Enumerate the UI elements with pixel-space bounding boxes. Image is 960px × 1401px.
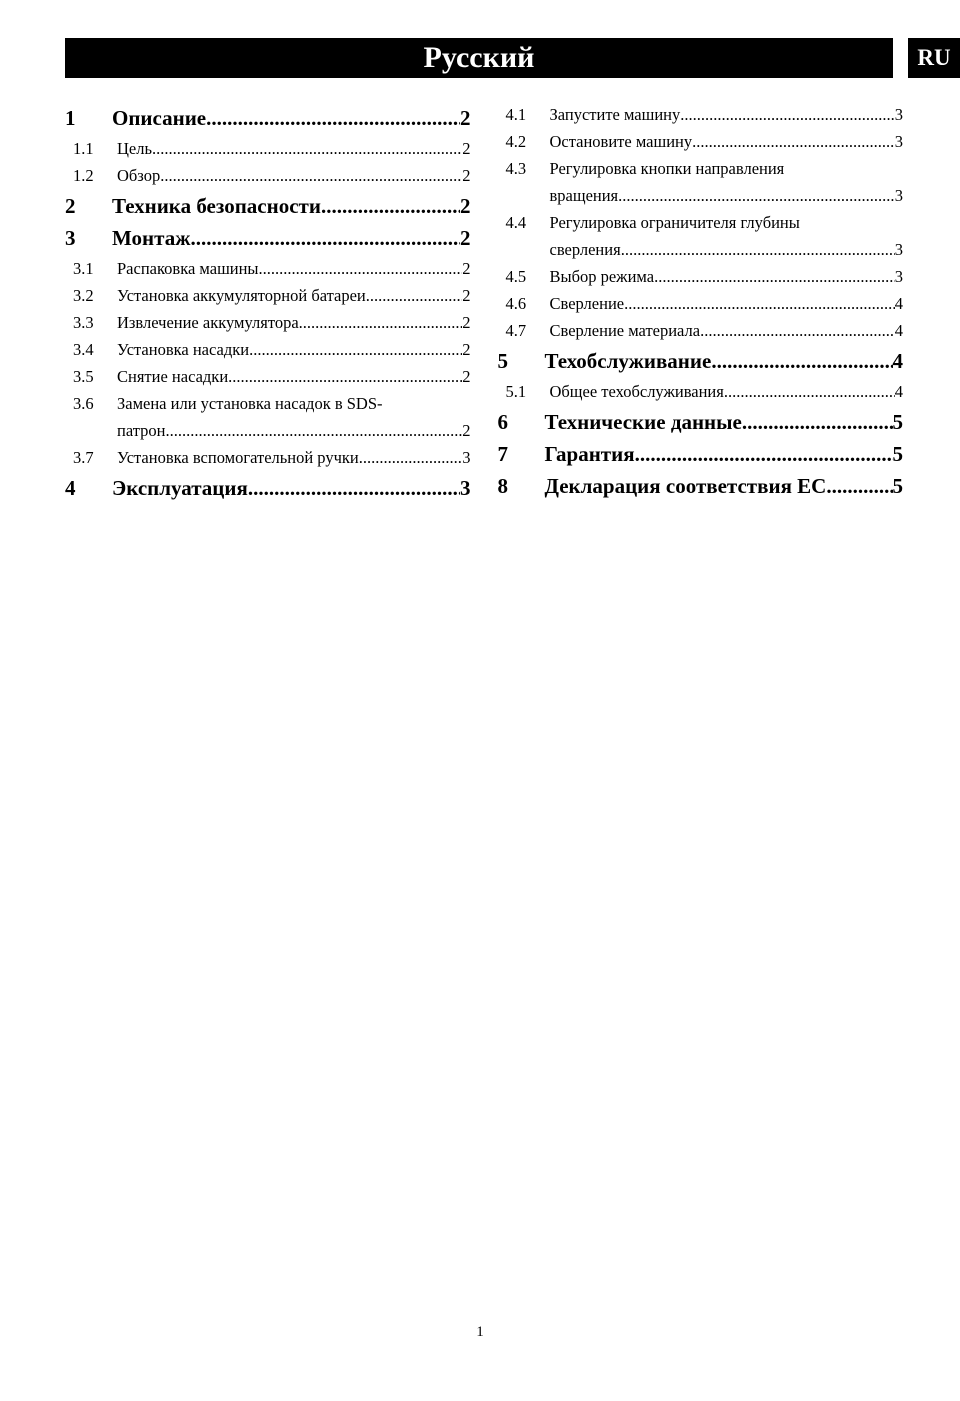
toc-entry-title: Распаковка машины	[117, 259, 259, 278]
toc-entry-title: Гарантия	[544, 442, 635, 466]
toc-right-column	[498, 101, 904, 505]
toc-dot-leader	[359, 444, 463, 471]
toc-dot-leader	[635, 439, 893, 469]
toc-dot-leader	[692, 128, 895, 155]
toc-entry-title: Монтаж	[112, 226, 191, 250]
toc-dot-leader	[724, 378, 895, 405]
toc-dot-leader	[299, 309, 463, 336]
toc-entry-row	[65, 473, 471, 503]
toc-entry-page: 4	[894, 382, 903, 401]
toc-entry-title: Выбор режима	[549, 267, 655, 286]
toc-entry-number: 5	[497, 349, 508, 373]
toc-entry-number: 7	[497, 442, 508, 466]
toc-entry-title: Цель	[117, 139, 152, 158]
toc-entry-title: Замена или установка насадок в SDS-	[117, 394, 383, 413]
toc-entry-row	[498, 236, 904, 263]
toc-entry-row	[65, 282, 471, 309]
toc-entry-row	[65, 162, 471, 189]
toc-entry-row	[498, 155, 904, 182]
toc-dot-leader	[700, 317, 895, 344]
toc-entry-page: 2	[462, 340, 471, 359]
toc-entry-page: 3	[894, 267, 903, 286]
toc-entry-title: сверления	[549, 240, 621, 259]
toc-entry-page: 2	[462, 367, 471, 386]
toc-entry-page: 3	[894, 240, 903, 259]
toc-entry-row	[65, 363, 471, 390]
toc-entry-title: Установка вспомогательной ручки	[117, 448, 359, 467]
toc-entry-title: Описание	[112, 106, 207, 130]
page-footer	[0, 1324, 960, 1341]
toc-entry-page: 5	[892, 442, 903, 466]
language-badge	[908, 38, 960, 78]
toc-entry-page: 3	[894, 105, 903, 124]
toc-dot-leader	[321, 191, 460, 221]
toc-entry-row	[498, 290, 904, 317]
toc-entry-number: 8	[497, 474, 508, 498]
toc-entry-row	[65, 223, 471, 253]
toc-entry-row	[498, 317, 904, 344]
toc-entry-number: 3.5	[73, 367, 94, 386]
toc-entry-page: 3	[894, 132, 903, 151]
toc-entry-title: Запустите машину	[549, 105, 681, 124]
toc-entry-title: Остановите машину	[549, 132, 693, 151]
toc-entry-row	[498, 263, 904, 290]
table-of-contents	[65, 101, 903, 505]
toc-entry-title: Установка аккумуляторной батареи	[117, 286, 366, 305]
toc-entry-title: Декларация соответствия ЕС	[544, 474, 827, 498]
page-number: 1	[476, 1324, 484, 1340]
toc-entry-number: 4.4	[505, 213, 527, 232]
toc-entry-row	[65, 255, 471, 282]
toc-entry-row	[498, 182, 904, 209]
toc-entry-title: Установка насадки	[117, 340, 250, 359]
toc-entry-page: 2	[462, 286, 471, 305]
toc-entry-title: Обзор	[117, 166, 161, 185]
toc-entry-title: Регулировка ограничителя глубины	[549, 213, 800, 232]
toc-entry-page: 3	[894, 186, 903, 205]
toc-entry-title: Снятие насадки	[117, 367, 229, 386]
toc-entry-row	[498, 471, 904, 501]
toc-entry-number: 1.2	[73, 166, 94, 185]
toc-entry-number: 4.3	[505, 159, 527, 178]
language-badge-label: RU	[917, 45, 951, 70]
toc-entry-page: 2	[460, 226, 471, 250]
toc-entry-title: Сверление	[549, 294, 625, 313]
toc-entry-row	[498, 439, 904, 469]
toc-entry-row	[498, 128, 904, 155]
language-title-bar	[65, 38, 893, 78]
toc-dot-leader	[160, 162, 462, 189]
toc-entry-title: Извлечение аккумулятора	[117, 313, 299, 332]
page-header	[65, 38, 960, 78]
toc-entry-row	[65, 417, 471, 444]
toc-dot-leader	[259, 255, 463, 282]
toc-entry-number: 4.6	[505, 294, 527, 313]
toc-entry-page: 2	[462, 139, 471, 158]
toc-entry-title: патрон	[117, 421, 166, 440]
document-page	[0, 38, 960, 1340]
page-title: Русский	[423, 41, 535, 74]
toc-dot-leader	[249, 336, 462, 363]
toc-entry-number: 2	[65, 194, 76, 218]
toc-entry-number: 5.1	[505, 382, 527, 401]
toc-entry-row	[65, 309, 471, 336]
toc-entry-row	[65, 135, 471, 162]
toc-entry-title: Регулировка кнопки направления	[549, 159, 785, 178]
toc-entry-number: 6	[497, 410, 508, 434]
toc-entry-title: вращения	[549, 186, 619, 205]
toc-entry-title: Эксплуатация	[112, 476, 248, 500]
toc-dot-leader	[680, 101, 895, 128]
toc-dot-leader	[206, 103, 460, 133]
toc-entry-title: Технические данные	[544, 410, 742, 434]
toc-entry-page: 2	[460, 194, 471, 218]
toc-entry-number: 3	[65, 226, 76, 250]
toc-entry-page: 4	[894, 294, 903, 313]
toc-dot-leader	[711, 346, 892, 376]
toc-entry-number: 3.1	[73, 259, 94, 278]
toc-entry-number: 1.1	[73, 139, 94, 158]
toc-entry-page: 4	[894, 321, 903, 340]
toc-entry-page: 2	[462, 259, 471, 278]
toc-dot-leader	[165, 417, 462, 444]
toc-entry-title: Сверление материала	[549, 321, 701, 340]
toc-entry-row	[65, 390, 471, 417]
toc-dot-leader	[248, 473, 460, 503]
toc-entry-page: 2	[460, 106, 471, 130]
toc-dot-leader	[624, 290, 895, 317]
toc-entry-row	[498, 346, 904, 376]
toc-entry-title: Общее техобслуживания	[549, 382, 724, 401]
toc-entry-title: Техника безопасности	[112, 194, 321, 218]
toc-entry-number: 1	[65, 106, 76, 130]
toc-entry-number: 4	[65, 476, 76, 500]
toc-entry-row	[498, 407, 904, 437]
toc-entry-title: Техобслуживание	[544, 349, 712, 373]
toc-entry-row	[498, 209, 904, 236]
toc-dot-leader	[366, 282, 463, 309]
toc-dot-leader	[742, 407, 893, 437]
toc-entry-number: 4.5	[505, 267, 527, 286]
toc-entry-number: 3.4	[73, 340, 94, 359]
toc-dot-leader	[654, 263, 895, 290]
toc-entry-number: 4.1	[505, 105, 527, 124]
toc-entry-page: 2	[462, 313, 471, 332]
toc-entry-row	[65, 336, 471, 363]
toc-dot-leader	[190, 223, 460, 253]
toc-entry-page: 5	[892, 474, 903, 498]
toc-entry-number: 3.3	[73, 313, 94, 332]
toc-entry-row	[65, 191, 471, 221]
toc-entry-number: 4.7	[505, 321, 527, 340]
toc-dot-leader	[152, 135, 462, 162]
toc-dot-leader	[621, 236, 895, 263]
toc-entry-page: 3	[460, 476, 471, 500]
toc-entry-row	[498, 378, 904, 405]
toc-entry-number: 4.2	[505, 132, 527, 151]
toc-entry-number: 3.7	[73, 448, 94, 467]
toc-entry-page: 3	[462, 448, 471, 467]
toc-entry-row	[498, 101, 904, 128]
toc-entry-page: 5	[892, 410, 903, 434]
toc-entry-number: 3.6	[73, 394, 94, 413]
toc-entry-page: 2	[462, 421, 471, 440]
toc-dot-leader	[228, 363, 462, 390]
toc-entry-row	[65, 103, 471, 133]
toc-left-column	[65, 101, 471, 505]
toc-entry-number: 3.2	[73, 286, 94, 305]
toc-entry-page: 4	[892, 349, 903, 373]
toc-dot-leader	[618, 182, 895, 209]
toc-entry-row	[65, 444, 471, 471]
toc-dot-leader	[826, 471, 892, 501]
toc-entry-page: 2	[462, 166, 471, 185]
